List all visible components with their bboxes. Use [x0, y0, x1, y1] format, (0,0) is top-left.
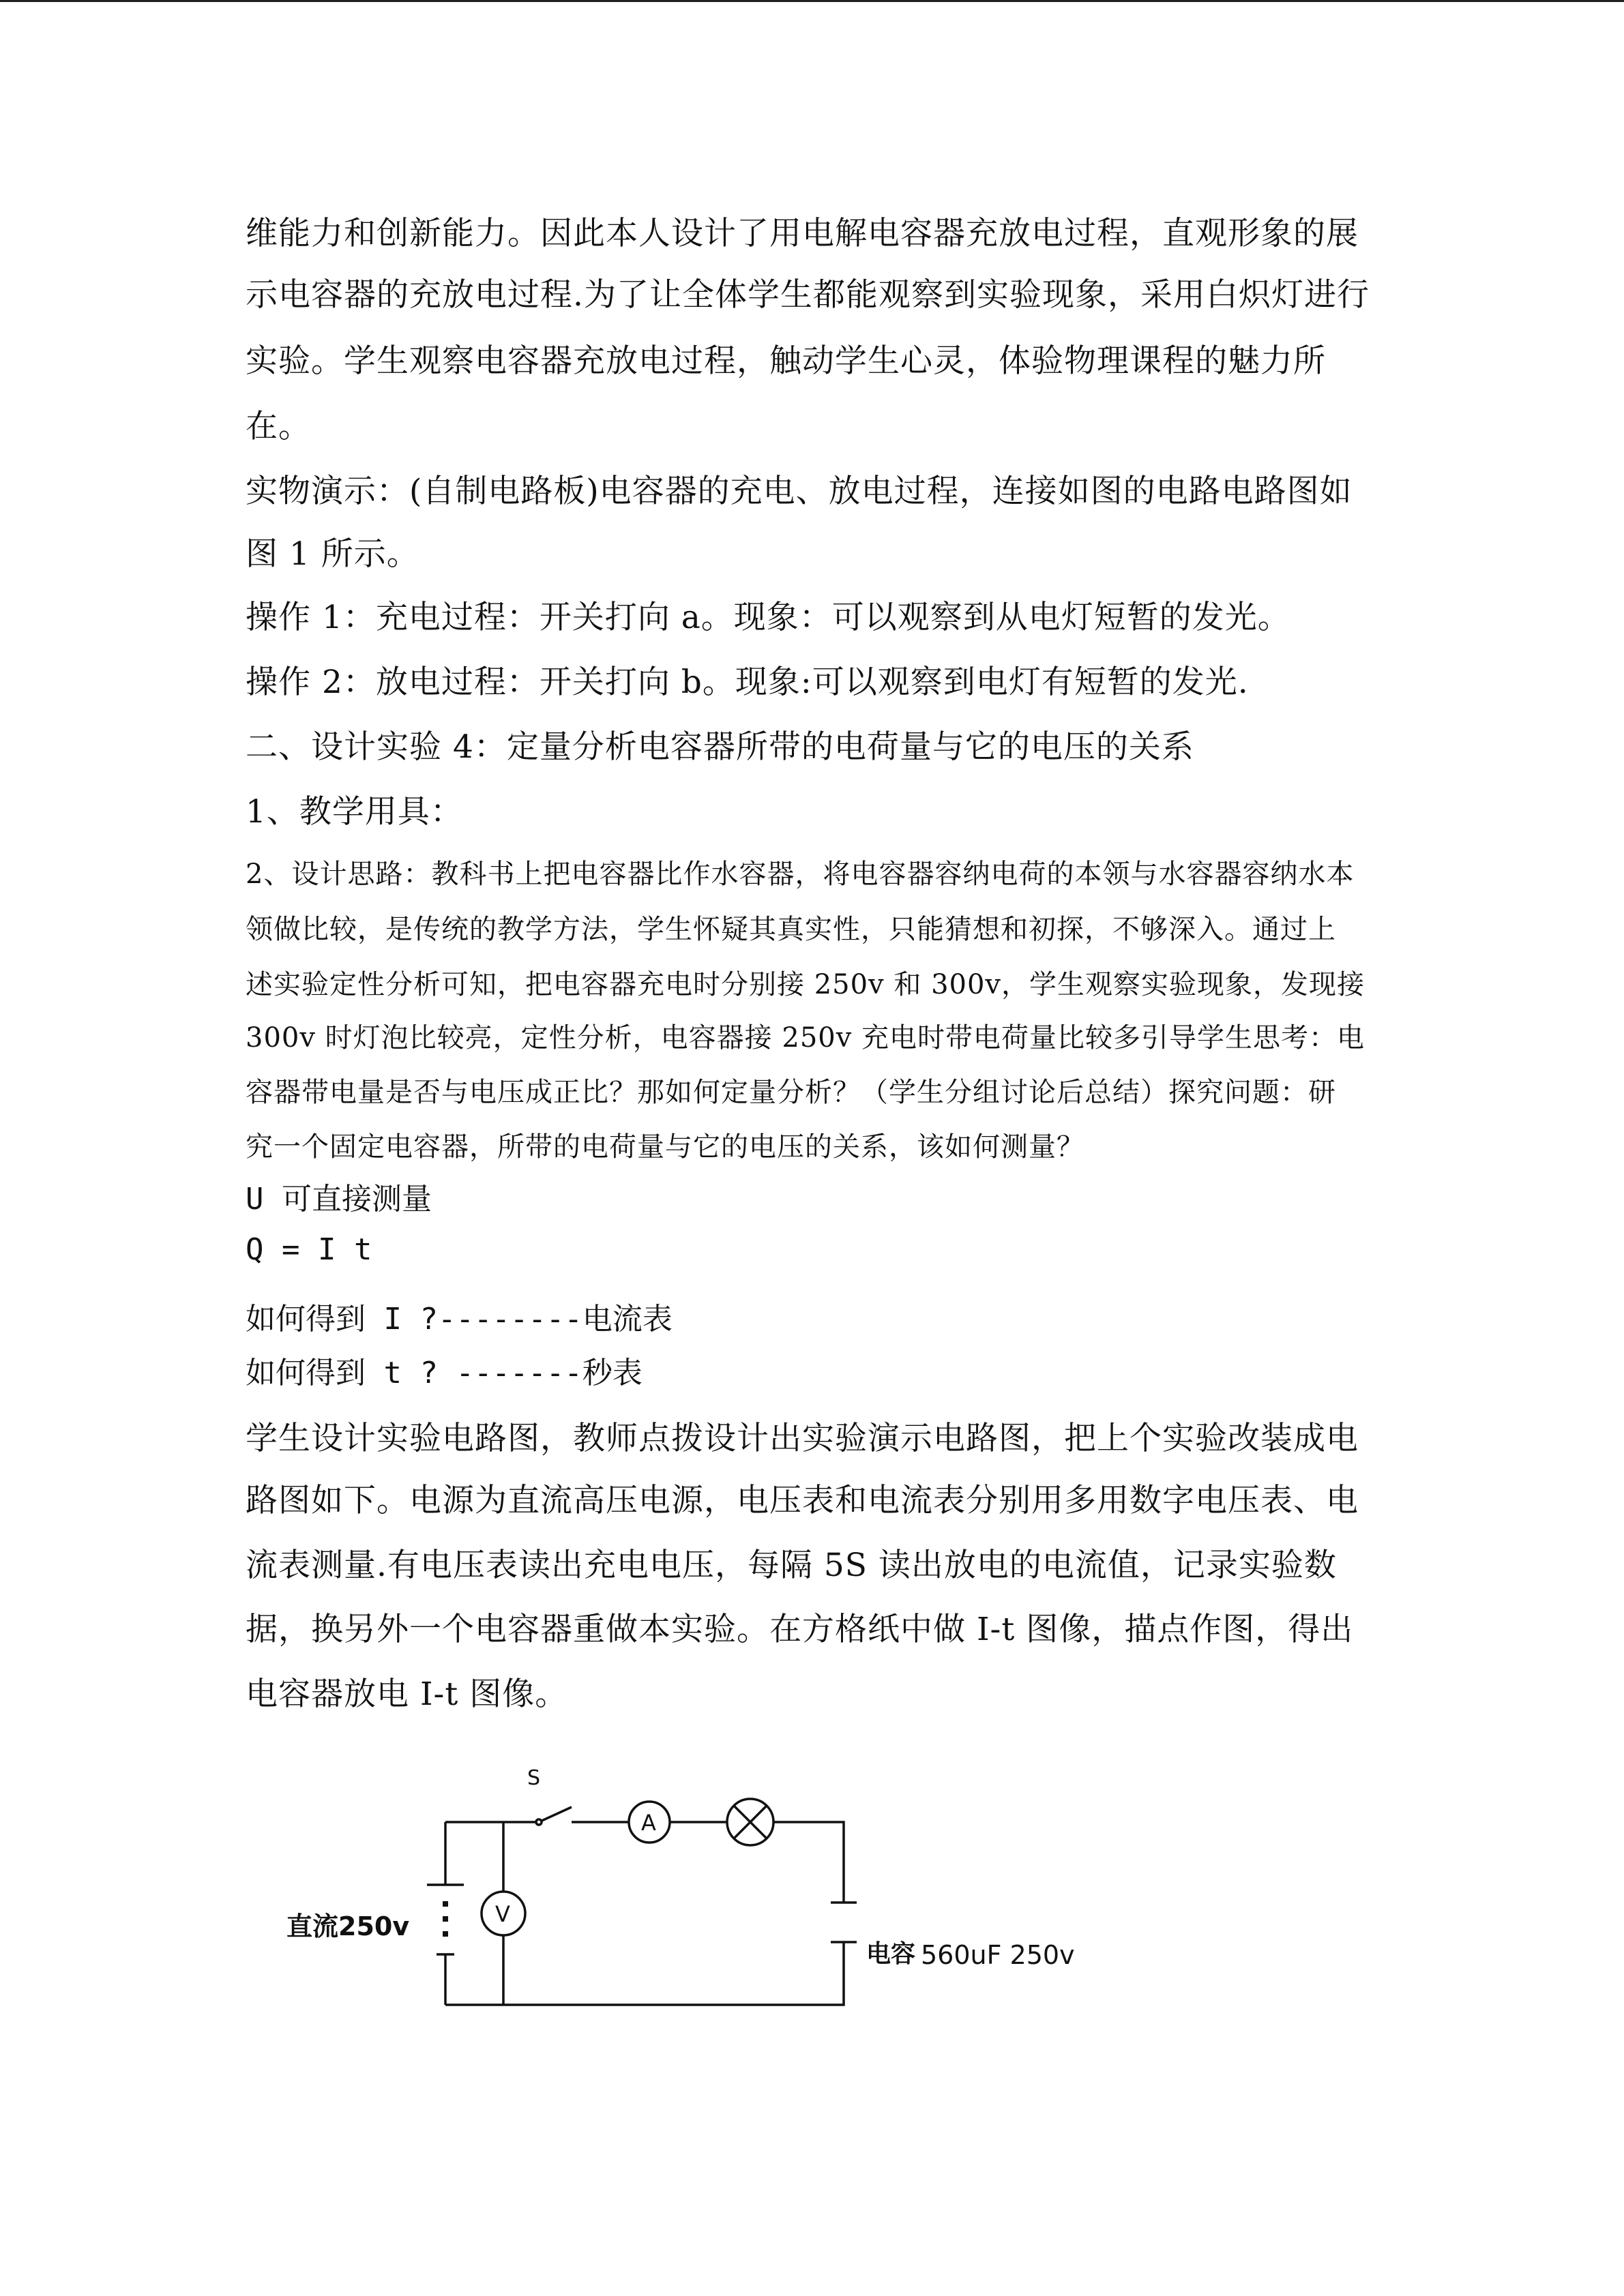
paragraph-line: 示电容器的充放电过程.为了让全体学生都能观察到实验现象，采用白炽灯进行 [246, 276, 1370, 314]
source-label: 直流250v [286, 1911, 410, 1941]
capacitor-label-name: 电容 [866, 1940, 916, 1968]
design-idea-line: 2、设计思路：教科书上把电容器比作水容器，将电容器容纳电荷的本领与水容器容纳水本 [246, 859, 1355, 890]
paragraph-line: 实物演示：(自制电路板)电容器的充电、放电过程，连接如图的电路电路图如 [246, 473, 1353, 510]
section-heading: 二、设计实验 4：定量分析电容器所带的电荷量与它的电压的关系 [246, 728, 1194, 766]
design-idea-line: 300v 时灯泡比较亮，定性分析，电容器接 250v 充电时带电荷量比较多引导学生思考：电 [246, 1022, 1365, 1054]
formula-line: U 可直接测量 [246, 1182, 432, 1217]
formula-line: Q = I t [246, 1232, 372, 1267]
switch-pivot [536, 1819, 542, 1825]
paragraph-line: 学生设计实验电路图，教师点拨设计出实验演示电路图，把上个实验改装成电 [246, 1420, 1359, 1457]
switch-blade [539, 1807, 572, 1822]
paragraph-line: 操作 1：充电过程：开关打向 a。现象：可以观察到从电灯短暂的发光。 [246, 599, 1290, 636]
paragraph-line: 实验。学生观察电容器充放电过程，触动学生心灵，体验物理课程的魅力所 [246, 342, 1326, 380]
paragraph-line: 维能力和创新能力。因此本人设计了用电解电容器充放电过程，直观形象的展 [246, 215, 1359, 252]
formula-line: 如何得到 I ?--------电流表 [246, 1302, 673, 1337]
paragraph-line: 1、教学用具： [246, 793, 463, 831]
paragraph-line: 路图如下。电源为直流高压电源，电压表和电流表分别用多用数字电压表、电 [246, 1482, 1359, 1519]
capacitor-label-spec: 560uF 250v [921, 1940, 1075, 1970]
paragraph-line: 图 1 所示。 [246, 535, 419, 573]
paragraph-line: 流表测量.有电压表读出充电电压，每隔 5S 读出放电的电流值，记录实验数 [246, 1547, 1337, 1584]
design-idea-line: 容器带电量是否与电压成正比？那如何定量分析？（学生分组讨论后总结）探究问题：研 [246, 1077, 1336, 1108]
formula-line: 如何得到 t ? -------秒表 [246, 1356, 643, 1390]
design-idea-line: 究一个固定电容器，所带的电荷量与它的电压的关系，该如何测量？ [246, 1131, 1084, 1163]
wire-top-right [773, 1822, 844, 1903]
paragraph-line: 操作 2：放电过程：开关打向 b。现象:可以观察到电灯有短暂的发光. [246, 664, 1249, 701]
paragraph-line: 电容器放电 I-t 图像。 [246, 1675, 568, 1713]
ammeter-label: A [641, 1810, 656, 1836]
wire-right-bottom [445, 1942, 844, 2005]
design-idea-line: 领做比较，是传统的教学方法，学生怀疑其真实性，只能猜想和初探，不够深入。通过上 [246, 914, 1336, 945]
paragraph-line: 在。 [246, 408, 311, 445]
design-idea-line: 述实验定性分析可知，把电容器充电时分别接 250v 和 300v，学生观察实验现象，发现接 [246, 969, 1365, 1000]
switch-label: S [527, 1766, 541, 1790]
voltmeter-label: V [495, 1901, 510, 1927]
paragraph-line: 据，换另外一个电容器重做本实验。在方格纸中做 I-t 图像，描点作图，得出 [246, 1611, 1354, 1648]
